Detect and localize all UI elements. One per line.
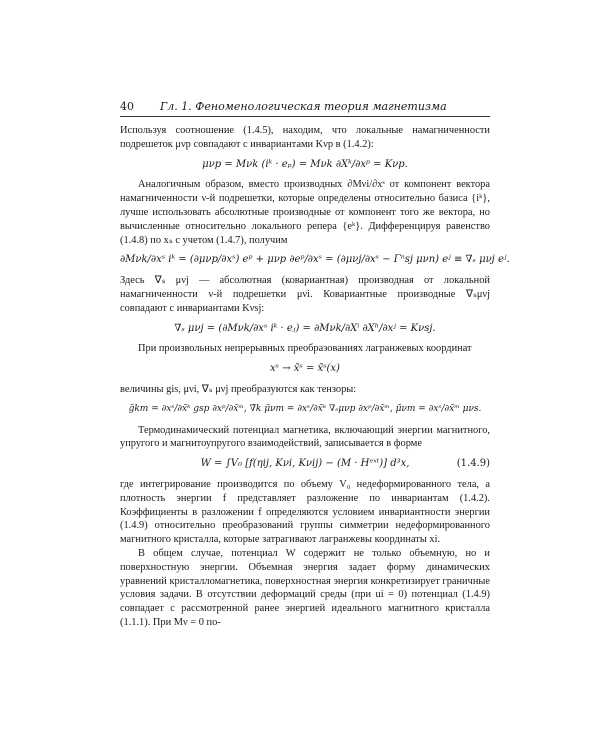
paragraph: Здесь ∇ₛ μνj — абсолютная (ковариантная) производная от локальной намагниченности ν-й подрешетки μνi. Ковариантные производные ∇ₛμνj совпадают с инвариантами Kνsj: xyxy=(120,275,490,314)
paragraph: Используя соотношение (1.4.5), находим, что локальные намагниченности подрешеток μνp совпадают с инвариантами Kνp в (1.4.2): xyxy=(120,125,490,150)
paragraph: где интегрирование производится по объему V₀ недеформированного тела, а плотность энергии f представляет разложение по инвариантам (1.4.2). Коэффициенты в разложении f определяются условием инвариантности энергии (1.4.9) относительно преобразований группы симметрии недеформированного магнитного кристалла, которые затрагивают лагранжевы координаты xi. xyxy=(120,478,490,546)
equation: W = ∫V₀ [f(ηij, Kνi, Kνij) − (M · Hᵉˣᵗ)] d³x, xyxy=(200,458,410,470)
running-header xyxy=(120,100,490,117)
equation: xˢ → x̃ˢ = x̃ˢ(x) xyxy=(270,363,340,375)
paragraph: В общем случае, потенциал W содержит не только объемную, но и поверхностную энергии. Объемная энергия задает форму динамических уравнений кристалломагнетика, поверхностная энергия конкретизирует граничные условия задачи. В отсутствии деформаций среды (при ui = 0) потенциал (1.4.9) совпадает с рассмотренной ранее энергией идеального магнитного кристалла (1.1.1). При Mν = 0 по- xyxy=(120,547,490,628)
equation: μνp = Mνk (iᵏ · eₚ) = Mνk ∂Xᵏ/∂xᵖ = Kνp. xyxy=(202,158,408,170)
equation: ∇ₛ μνj = (∂Mνk/∂xˢ iᵏ · eⱼ) = ∂Mνk/∂Xⁱ ∂Xʰ/∂xʲ = Kνsj. xyxy=(174,322,436,334)
equation: ∂Mνk/∂xˢ iᵏ = (∂μνp/∂xˢ) eᵖ + μνp ∂eᵖ/∂xˢ = (∂μνj/∂xˢ − Γⁿsj μνn) eʲ ≡ ∇ₛ μνj eʲ. xyxy=(120,254,510,266)
equation-number: (1.4.9) xyxy=(456,458,490,470)
equation: g̃km = ∂xˢ/∂x̃ᵏ gsp ∂xᵖ/∂x̃ᵐ, ∇̃k μ̃νm = ∂xˢ/∂x̃ᵏ ∇ₛμνp ∂xᵖ/∂x̃ᵐ, μ̃νm = ∂xˢ/∂x̃ᵐ μνs. xyxy=(128,403,482,414)
paragraph: При произвольных непрерывных преобразованиях лагранжевых координат xyxy=(138,343,472,355)
page-body xyxy=(120,124,510,630)
paragraph: Аналогичным образом, вместо производных ∂Mνi/∂xˢ от компонент вектора намагниченности ν-й подрешетки, которые определены относительно базиса {iᵏ}, лучше использовать абсолютные производные от компонент того же вектора, но вычисленные относительно локального репера {eᵏ}. Дифференцируя равенство (1.4.8) по xₛ с учетом (1.4.7), получим xyxy=(120,179,490,246)
paragraph: величины gis, μνi, ∇ₛ μνj преобразуются как тензоры: xyxy=(120,383,357,395)
chapter-title: Гл. 1. Феноменологическая теория магнетизма xyxy=(160,100,447,113)
numbered-equation xyxy=(120,457,490,471)
paragraph: Термодинамический потенциал магнетика, включающий энергии магнитного, упругого и магнитоупругого взаимодействий, записывается в форме xyxy=(120,424,490,450)
page-number: 40 xyxy=(120,100,134,113)
